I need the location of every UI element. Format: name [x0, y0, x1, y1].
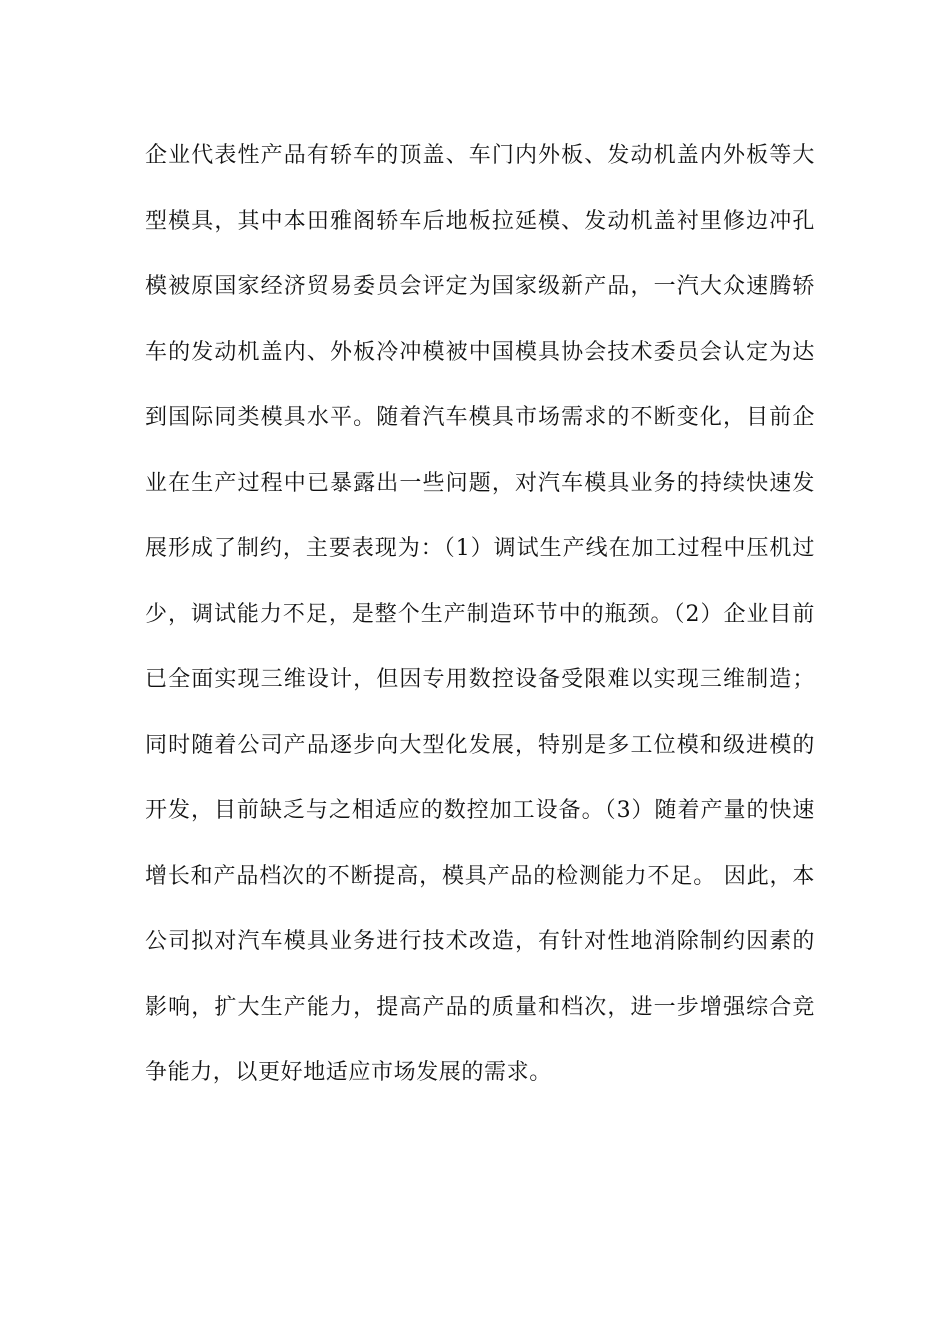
- text-line-4: 车的发动机盖内、外板冷冲模被中国模具协会技术委员会认定为达: [145, 339, 815, 365]
- text-line-11: 开发，目前缺乏与之相适应的数控加工设备。（3）随着产量的快速: [145, 798, 815, 823]
- text-line-5: 到国际同类模具水平。随着汽车模具市场需求的不断变化，目前企: [145, 405, 815, 430]
- text-line-10: 同时随着公司产品逐步向大型化发展，特别是多工位模和级进模的: [145, 732, 815, 758]
- text-line-2: 型模具，其中本田雅阁轿车后地板拉延模、发动机盖衬里修边冲孔: [145, 208, 815, 234]
- body-paragraph: [145, 133, 815, 1116]
- text-line-13: 公司拟对汽车模具业务进行技术改造，有针对性地消除制约因素的: [145, 929, 815, 954]
- text-line-6: 业在生产过程中已暴露出一些问题，对汽车模具业务的持续快速发: [145, 470, 815, 496]
- text-line-15: 争能力，以更好地适应市场发展的需求。: [145, 1060, 552, 1085]
- text-line-3: 模被原国家经济贸易委员会评定为国家级新产品，一汽大众速腾轿: [145, 274, 815, 299]
- text-line-7: 展形成了制约，主要表现为：（1）调试生产线在加工过程中压机过: [145, 536, 815, 561]
- text-line-8: 少，调试能力不足，是整个生产制造环节中的瓶颈。（2）企业目前: [145, 601, 815, 627]
- text-line-9: 已全面实现三维设计，但因专用数控设备受限难以实现三维制造；: [145, 667, 815, 692]
- text-line-14: 影响，扩大生产能力，提高产品的质量和档次，进一步增强综合竞: [145, 994, 815, 1020]
- text-line-12: 增长和产品档次的不断提高，模具产品的检测能力不足。 因此，本: [145, 863, 815, 889]
- text-line-1: 企业代表性产品有轿车的顶盖、车门内外板、发动机盖内外板等大: [145, 143, 815, 168]
